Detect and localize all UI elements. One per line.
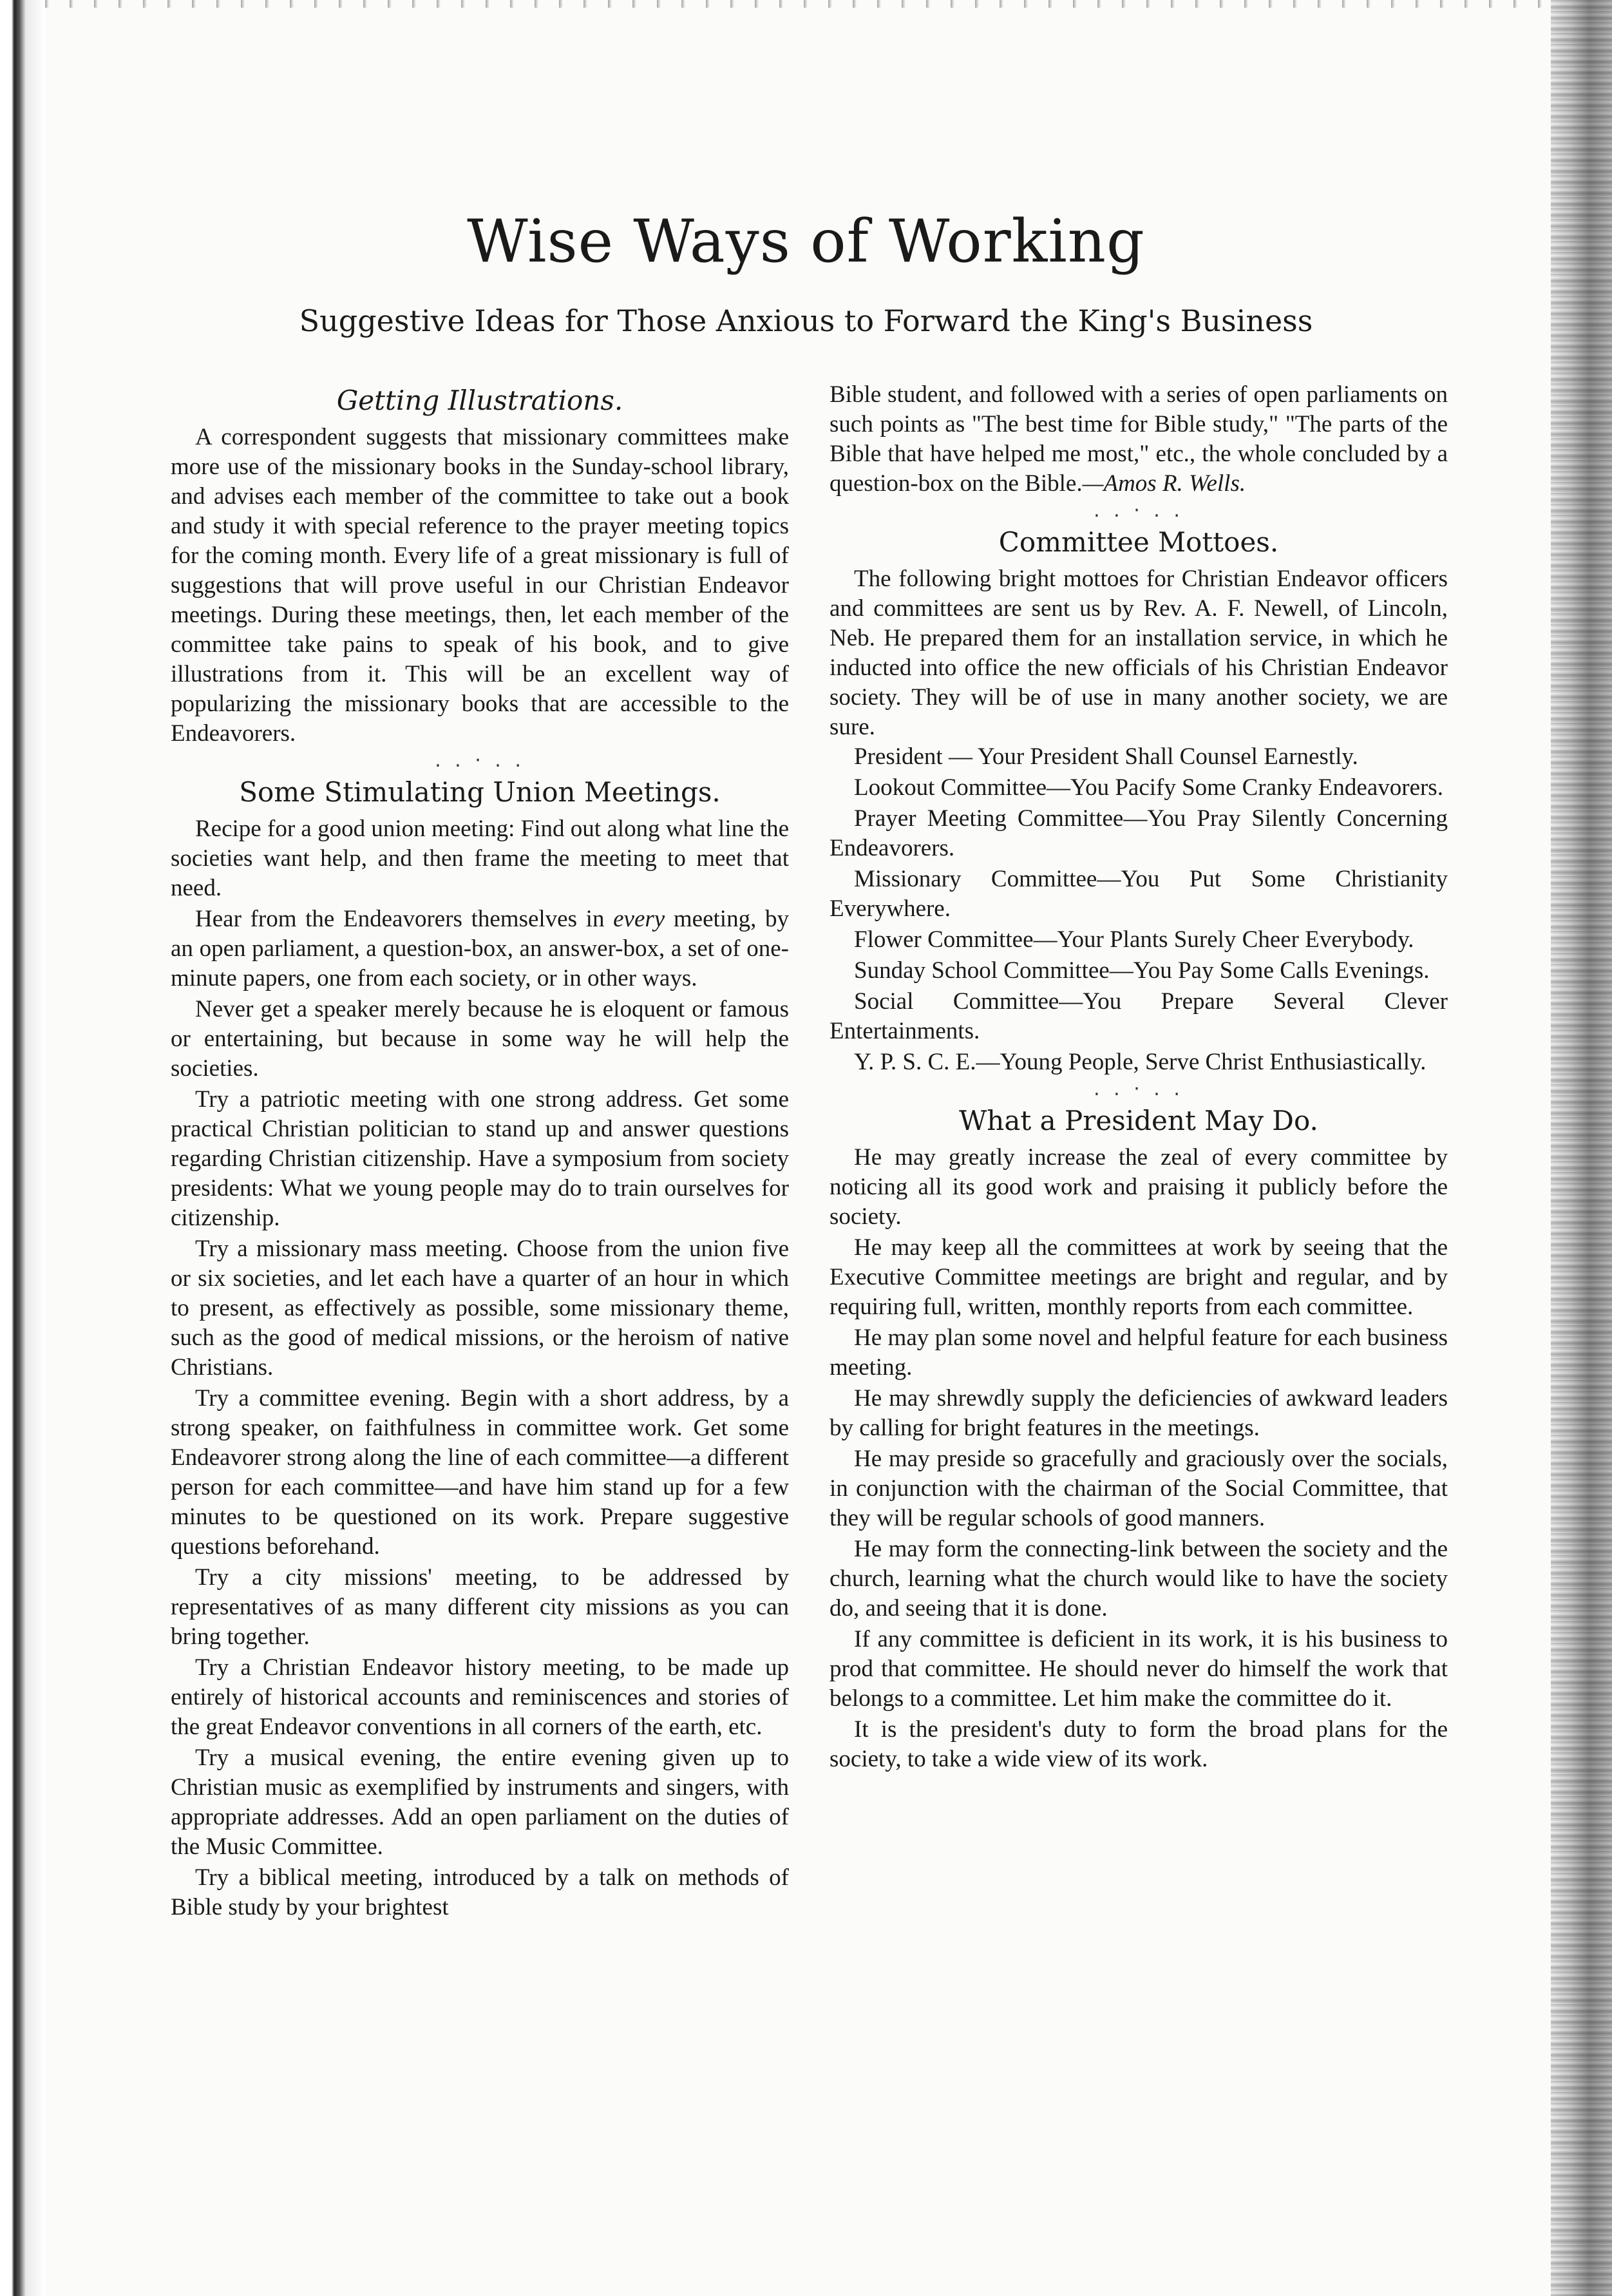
- president-paragraph: He may shrewdly supply the deficiencies of awkward leaders by calling for bright features in the meetings.: [830, 1385, 1448, 1441]
- section-ornament: . . · . .: [1094, 499, 1184, 522]
- author-signature: —Amos R. Wells.: [1082, 470, 1246, 497]
- section-heading-illustrations: Getting Illustrations.: [336, 385, 623, 416]
- president-paragraph: He may plan some novel and helpful feature for each business meeting.: [830, 1325, 1448, 1381]
- mottoes-list: [830, 742, 1448, 1077]
- section-heading-president: What a President May Do.: [959, 1105, 1318, 1136]
- president-paragraph: If any committee is deficient in its work, it is his business to prod that committee. He should never do himself the work that belongs to a committee. Let him make the committee do it.: [830, 1626, 1448, 1712]
- paragraph-hear-part2: meeting, by an open parliament, a question-box, an answer-box, a set of one-minute papers, one from each society, or in other ways.: [171, 906, 789, 991]
- paragraph-hear: [171, 904, 789, 993]
- paragraph-patriotic: Try a patriotic meeting with one strong address. Get some practical Christian politician to stand up and answer questions regarding Christian citizenship. Have a symposium from society presidents: What we young people may do to train ourselves for citizenship.: [171, 1086, 789, 1231]
- paragraph-illustrations: A correspondent suggests that missionary committees make more use of the missionary books in the Sunday-school library, and advises each member of the committee to take out a book and study it with special reference to the prayer meeting topics for the coming month. Every life of a great missionary is full of suggestions that will prove useful in our Christian Endeavor meetings. During these meetings, then, let each member of the committee take pains to speak of his book, and to give illustrations from it. This will be an excellent way of popularizing the missionary books that are accessible to the Endeavorers.: [171, 424, 789, 747]
- motto-line: Missionary Committee—You Put Some Christianity Everywhere.: [830, 866, 1448, 922]
- motto-line: Lookout Committee—You Pacify Some Cranky Endeavorers.: [854, 774, 1443, 801]
- paragraph-mottoes-intro: The following bright mottoes for Christian Endeavor officers and committees are sent us by Rev. A. F. Newell, of Lincoln, Neb. He prepared them for an installation service, in which he inducted into office the new officials of his Christian Endeavor society. They will be of use in many another society, we are sure.: [830, 566, 1448, 740]
- president-paragraph: He may form the connecting-link between the society and the church, learning what the church would like to have the society do, and seeing that it is done.: [830, 1536, 1448, 1622]
- paragraph-city-missions: Try a city missions' meeting, to be addressed by representatives of as many different city missions as you can bring together.: [171, 1564, 789, 1650]
- president-paragraph: It is the president's duty to form the broad plans for the society, to take a wide view of its work.: [830, 1716, 1448, 1772]
- motto-line: Flower Committee—Your Plants Surely Cheer Everybody.: [854, 926, 1414, 953]
- section-ornament: . . · . .: [435, 749, 525, 772]
- scan-border-left: [0, 0, 45, 2296]
- paragraph-musical-evening: Try a musical evening, the entire evening given up to Christian music as exemplified by instruments and singers, with appropriate addresses. Add an open parliament on the duties of the Music Committee.: [171, 1745, 789, 1860]
- paragraph-history-meeting: Try a Christian Endeavor history meeting, to be made up entirely of historical accounts and reminiscences and stories of the great Endeavor conventions in all corners of the earth, etc.: [171, 1654, 789, 1740]
- president-paragraph: He may preside so gracefully and graciously over the socials, in conjunction with the chairman of the Social Committee, that they will be regular schools of good manners.: [830, 1446, 1448, 1531]
- right-column: [830, 380, 1448, 1774]
- paragraph-hear-part1: Hear from the Endeavorers themselves in: [195, 906, 614, 932]
- scan-border-top: [45, 0, 1551, 8]
- paragraph-biblical-continued-text: Bible student, and followed with a series of open parliaments on such points as "The best time for Bible study," "The parts of the Bible that have helped me most," etc., the whole concluded by a question-box on the Bible.: [830, 381, 1448, 497]
- motto-line: President — Your President Shall Counsel Earnestly.: [854, 743, 1358, 770]
- section-heading-union-meetings: Some Stimulating Union Meetings.: [239, 776, 721, 808]
- paragraph-biblical-continued: [830, 380, 1448, 499]
- paragraph-biblical-meeting: Try a biblical meeting, introduced by a talk on methods of Bible study by your brightest: [171, 1864, 789, 1920]
- page-subtitle: Suggestive Ideas for Those Anxious to Forward the King's Business: [299, 303, 1313, 338]
- paragraph-recipe: Recipe for a good union meeting: Find out along what line the societies want help, and then frame the meeting to meet that need.: [171, 816, 789, 901]
- page-title: Wise Ways of Working: [467, 207, 1145, 276]
- president-paragraph: He may greatly increase the zeal of every committee by noticing all its good work and praising it publicly before the society.: [830, 1144, 1448, 1230]
- paragraph-committee-evening: Try a committee evening. Begin with a short address, by a strong speaker, on faithfulness in committee work. Get some Endeavorer strong along the line of each committee—a different person for each committee—and have him stand up for a few minutes to be questioned on its work. Prepare suggestive questions beforehand.: [171, 1385, 789, 1560]
- president-paragraph: He may keep all the committees at work by seeing that the Executive Committee meetings are bright and regular, and by requiring full, written, monthly reports from each committee.: [830, 1234, 1448, 1320]
- motto-line: Prayer Meeting Committee—You Pray Silently Concerning Endeavorers.: [830, 805, 1448, 861]
- paragraph-mass-meeting: Try a missionary mass meeting. Choose from the union five or six societies, and let each have a quarter of an hour in which to present, as effectively as possible, some missionary theme, such as the good of medical missions, or the heroism of native Christians.: [171, 1236, 789, 1381]
- scan-border-right: [1551, 0, 1612, 2296]
- motto-line: Y. P. S. C. E.—Young People, Serve Christ Enthusiastically.: [854, 1049, 1427, 1075]
- paragraph-never: Never get a speaker merely because he is eloquent or famous or entertaining, but because in some way he will help the societies.: [171, 996, 789, 1082]
- left-column: [171, 380, 789, 1922]
- section-ornament: . . · . .: [1094, 1078, 1184, 1100]
- motto-line: Social Committee—You Prepare Several Clever Entertainments.: [830, 988, 1448, 1044]
- motto-line: Sunday School Committee—You Pay Some Calls Evenings.: [854, 957, 1430, 984]
- section-heading-mottoes: Committee Mottoes.: [998, 526, 1279, 558]
- president-paragraphs: [830, 1143, 1448, 1774]
- paragraph-hear-emphasis: every: [613, 906, 665, 932]
